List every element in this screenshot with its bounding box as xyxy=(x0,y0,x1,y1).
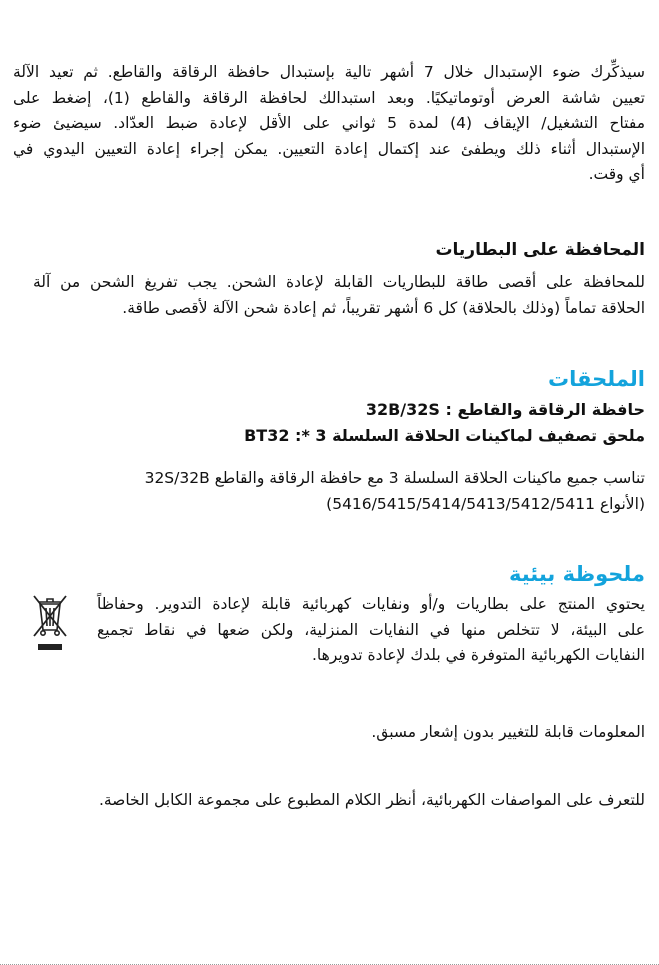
intro-line: تعيين شاشة العرض أوتوماتيكيًا. وبعد استبدالك لحافظة الرقاقة والقاطع (1)، إضغط على xyxy=(13,88,645,107)
battery-paragraph xyxy=(33,270,645,321)
crossed-out-wheelie-bin-icon xyxy=(30,590,70,654)
specs-text: للتعرف على المواصفات الكهربائية، أنظر الكلام المطبوع على مجموعة الكابل الخاصة. xyxy=(98,791,645,809)
intro-line: مفتاح التشغيل/ الإيقاف (4) لمدة 5 ثواني على الأقل لإعادة ضبط العدّاد. سيضيئ ضوء xyxy=(13,114,645,132)
intro-paragraph xyxy=(13,60,645,188)
accessory-item: حافظة الرقاقة والقاطع : 32B/32S xyxy=(365,400,645,419)
accessories-heading: الملحقات xyxy=(548,367,645,391)
battery-line: الحلاقة تماماً (وذلك بالحلاقة) كل 6 أشهر تقريباً، ثم إعادة شحن الآلة لأقصى طاقة. xyxy=(122,298,645,317)
notice-text: المعلومات قابلة للتغيير بدون إشعار مسبق. xyxy=(371,723,645,741)
intro-line: أي وقت. xyxy=(588,165,645,183)
environment-line: على البيئة، لا تتخلص منها في النفايات المنزلية، ولكن ضعها في نقاط تجميع xyxy=(97,620,645,639)
environment-line: يحتوي المنتج على بطاريات و/أو ونفايات كهربائية قابلة لإعادة التدوير. وحفاظاً xyxy=(97,595,645,613)
intro-line: سيذكِّرك ضوء الإستبدال خلال 7 أشهر تالية بإستبدال حافظة الرقاقة والقاطع. ثم تعيد الآلة xyxy=(13,63,645,81)
accessories-line: تناسب جميع ماكينات الحلاقة السلسلة 3 مع حافظة الرقاقة والقاطع 32S/32B xyxy=(144,469,645,487)
accessories-paragraph xyxy=(145,466,645,517)
environment-heading: ملحوظة بيئية xyxy=(508,562,645,586)
environment-paragraph xyxy=(97,592,645,669)
battery-heading: المحافظة على البطاريات xyxy=(435,240,645,260)
battery-line: للمحافظة على أقصى طاقة للبطاريات القابلة لإعادة الشحن. يجب تفريغ الشحن من آلة xyxy=(33,273,645,291)
intro-line: الإستبدال أثناء ذلك ويطفئ عند إكتمال إعادة التعيين. يمكن إجراء إعادة التعيين اليدوي في xyxy=(13,139,645,158)
accessory-item: ملحق تصفيف لماكينات الحلاقة السلسلة 3 *: BT32 xyxy=(244,426,645,445)
accessories-line: (الأنواع 5416/5415/5414/5413/5412/5411) xyxy=(326,494,645,513)
environment-line: النفايات الكهربائية المتوفرة في بلدك لإعادة تدويرها. xyxy=(312,646,645,664)
